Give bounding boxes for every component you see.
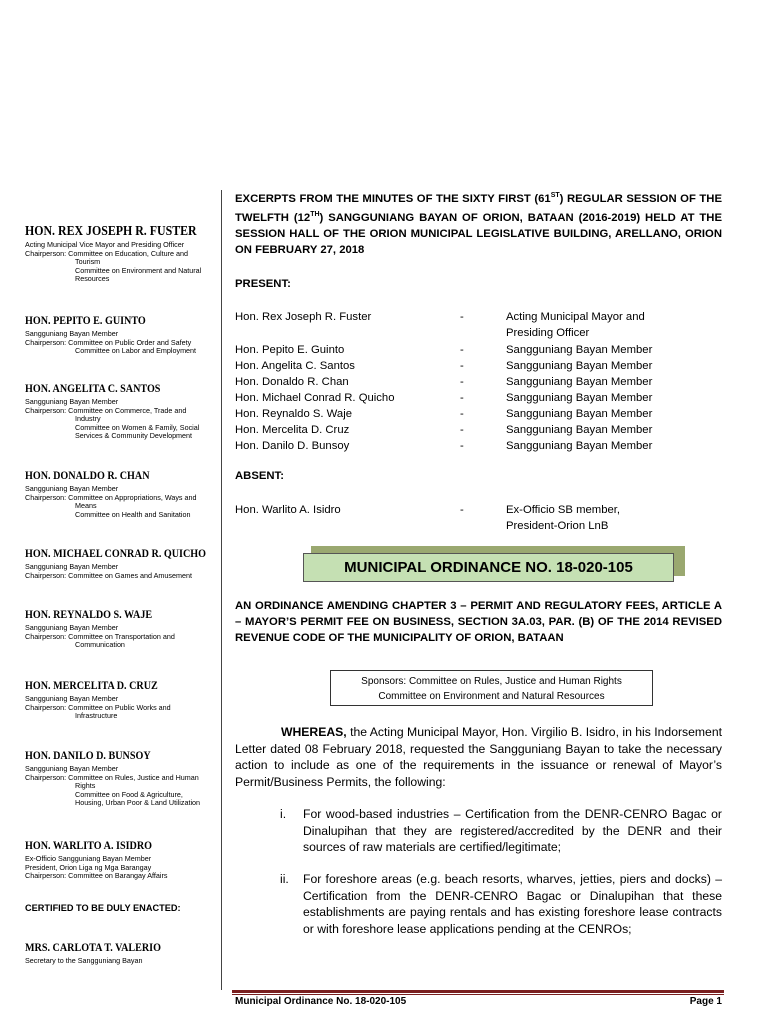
member-block [25,609,217,650]
member-chair: Chairperson: Committee on Education, Culture and [25,248,189,258]
member-block [25,750,217,808]
member-block [25,680,217,721]
member-chair: Chairperson: Committee on Transportation and [25,631,175,641]
member-name: HON. MERCELITA D. CRUZ [25,680,158,692]
member-name: HON. REX JOSEPH R. FUSTER [25,223,197,238]
member-name: HON. PEPITO E. GUINTO [25,315,146,327]
secretary-block [25,942,217,966]
member-role: Sangguniang Bayan Member [25,562,119,571]
member-chair: Chairperson: Committee on Appropriations, Ways and [25,492,197,502]
member-role: Sangguniang Bayan Member [25,397,119,406]
footer-ordinance: Municipal Ordinance No. 18-020-105 [235,996,407,1007]
member-role: Sangguniang Bayan Member [25,694,119,703]
member-role: Ex-Officio Sangguniang Bayan Member [25,854,152,863]
member-committee: Committee on Health and Sanitation [75,509,191,519]
member-committee: Committee on Food & Agriculture, [75,789,183,799]
member-chair: Chairperson: Committee on Games and Amusement [25,570,192,580]
member-chair: Chairperson: Committee on Public Works and [25,702,171,712]
member-role: Acting Municipal Vice Mayor and Presiding Officer [25,240,185,249]
member-committee: Tourism [75,257,101,267]
member-committee: Housing, Urban Poor & Land Utilization [75,798,201,808]
member-name: HON. MICHAEL CONRAD R. QUICHO [25,548,207,560]
member-role: Sangguniang Bayan Member [25,484,119,493]
minutes-header: EXCERPTS FROM THE MINUTES OF THE SIXTY FIRST (61ST) REGULAR SESSION OF THE TWELFTH (12TH) SANGGUNIANG BAYAN OF ORION, BATAAN (2016-2019) HELD AT THE SESSION HALL OF THE ORION MUNICIPAL LEGISLATIVE BUILDING, ARELLANO, ORION ON FEBRUARY 27, 2018 [235,192,722,257]
member-committee: Committee on Labor and Employment [75,346,197,356]
member-name: HON. DONALDO R. CHAN [25,470,150,482]
member-chair: Chairperson: Committee on Rules, Justice and Human [25,772,199,782]
member-committee: Resources [75,274,110,284]
member-role: Sangguniang Bayan Member [25,623,119,632]
member-role: Sangguniang Bayan Member [25,329,119,338]
member-block [25,223,217,284]
footer-rule [232,990,724,993]
member-committee: Means [75,501,97,511]
member-name: HON. REYNALDO S. WAJE [25,609,153,621]
member-committee: Communication [75,640,125,650]
present-label: PRESENT: [235,278,291,290]
ordinance-description: AN ORDINANCE AMENDING CHAPTER 3 – PERMIT AND REGULATORY FEES, ARTICLE A – MAYOR’S PERMIT FEE ON BUSINESS, SECTION 3A.03, PAR. (B) OF THE 2014 REVISED REVENUE CODE OF THE MUNICIPALITY OF ORION, BATAAN [235,600,722,645]
member-committee: Services & Community Development [75,431,193,441]
member-committee: Committee on Environment and Natural [75,265,202,275]
member-committee: Infrastructure [75,711,118,721]
member-block [25,315,217,356]
member-block [25,548,217,580]
ordinance-title: MUNICIPAL ORDINANCE NO. 18-020-105 [303,553,674,582]
absent-label: ABSENT: [235,470,284,482]
member-role-2: President, Orion Liga ng Mga Barangay [25,862,152,872]
member-chair: Chairperson: Committee on Public Order and Safety [25,337,192,347]
member-name: HON. ANGELITA C. SANTOS [25,383,161,395]
member-chair: Chairperson: Committee on Barangay Affairs [25,871,168,881]
sponsors-line-1: Sponsors: Committee on Rules, Justice and Human Rights [361,676,622,687]
member-block [25,383,217,441]
whereas-paragraph: WHEREAS, the Acting Municipal Mayor, Hon. Virgilio B. Isidro, in his Indorsement Letter dated 08 February 2018, requested the Sangguniang Bayan to take the necessary action to include as one of the requirements in the issuance or renewal of Mayor’s Permit/Business Permits, the following: [235,725,722,789]
footer-page-number: Page 1 [689,996,722,1007]
member-block [25,840,217,881]
member-block [25,470,217,519]
sponsors-box [330,670,653,706]
secretary-role: Secretary to the Sangguniang Bayan [25,956,143,965]
member-committee: Rights [75,781,96,791]
footer-rule-thin [232,994,724,995]
member-name: HON. WARLITO A. ISIDRO [25,840,153,852]
certified-label: CERTIFIED TO BE DULY ENACTED: [25,903,181,913]
member-committee: Industry [75,414,101,424]
member-committee: Committee on Women & Family, Social [75,422,200,432]
sponsors-line-2: Committee on Environment and Natural Resources [378,691,605,702]
member-name: HON. DANILO D. BUNSOY [25,750,151,762]
member-role: Sangguniang Bayan Member [25,764,119,773]
sidebar-divider [221,190,222,990]
secretary-name: MRS. CARLOTA T. VALERIO [25,942,162,954]
member-chair: Chairperson: Committee on Commerce, Trade and [25,405,187,415]
